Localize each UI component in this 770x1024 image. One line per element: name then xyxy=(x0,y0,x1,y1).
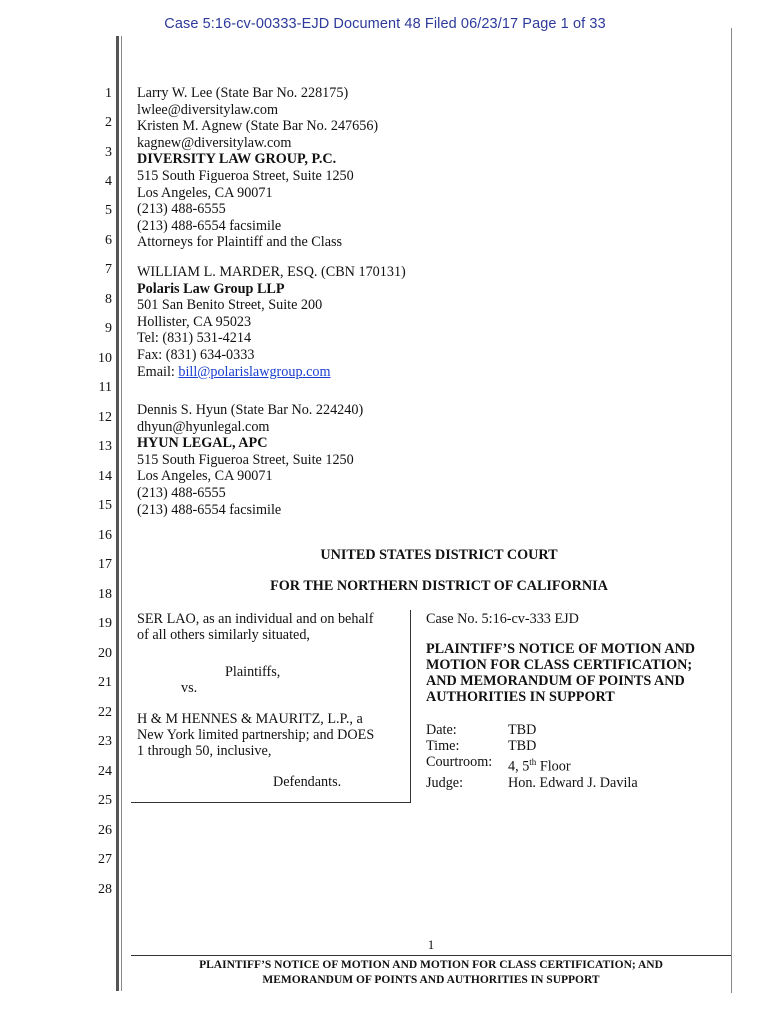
attorney-email: kagnew@diversitylaw.com xyxy=(137,134,292,151)
address-line: 515 South Figueroa Street, Suite 1250 xyxy=(137,167,354,184)
line-number: 5 xyxy=(105,203,112,218)
courtroom-number: 4, 5 xyxy=(508,758,530,775)
line-number: 16 xyxy=(98,528,112,543)
counsel-block-polaris xyxy=(137,264,406,380)
law-firm-name: HYUN LEGAL, APC xyxy=(137,435,268,452)
line-number: 21 xyxy=(98,675,112,690)
attorney-line: Kristen M. Agnew (State Bar No. 247656) xyxy=(137,118,379,135)
caption-underline xyxy=(131,802,411,803)
phone-line: (213) 488-6555 xyxy=(137,201,226,218)
line-number: 8 xyxy=(105,292,112,307)
document-title-line: PLAINTIFF’S NOTICE OF MOTION AND xyxy=(426,641,696,657)
line-number: 24 xyxy=(98,764,112,779)
line-number: 17 xyxy=(98,557,112,572)
time-label: Time: xyxy=(426,738,460,754)
caption-divider xyxy=(410,610,411,803)
line-number: 22 xyxy=(98,705,112,720)
attorney-line: Dennis S. Hyun (State Bar No. 224240) xyxy=(137,402,364,418)
time-value: TBD xyxy=(508,738,537,754)
law-firm-name: DIVERSITY LAW GROUP, P.C. xyxy=(137,151,337,168)
attorney-email: lwlee@diversitylaw.com xyxy=(137,101,278,118)
address-line: 515 South Figueroa Street, Suite 1250 xyxy=(137,451,354,468)
versus-label: vs. xyxy=(181,680,198,696)
attorney-email: dhyun@hyunlegal.com xyxy=(137,418,270,435)
court-name: UNITED STATES DISTRICT COURT xyxy=(320,547,558,563)
counsel-block-hyun xyxy=(137,402,363,518)
judge-label: Judge: xyxy=(426,774,464,791)
line-number: 18 xyxy=(98,587,112,602)
line-number: 26 xyxy=(98,823,112,838)
phone-line: (213) 488-6555 xyxy=(137,484,226,501)
court-filing-header: Case 5:16-cv-00333-EJD Document 48 Filed 06/23/17 Page 1 of 33 xyxy=(164,16,606,32)
judge-value: Hon. Edward J. Davila xyxy=(508,774,638,791)
line-number: 28 xyxy=(98,882,112,897)
right-margin-rule xyxy=(731,28,732,993)
line-number: 3 xyxy=(105,145,112,160)
document-title-line: AUTHORITIES IN SUPPORT xyxy=(426,689,615,705)
address-line: Los Angeles, CA 90071 xyxy=(137,184,273,201)
page-number: 1 xyxy=(427,937,435,952)
courtroom-ordinal: th xyxy=(529,757,537,767)
line-number: 27 xyxy=(98,852,112,867)
plaintiffs-label: Plaintiffs, xyxy=(225,664,281,680)
date-label: Date: xyxy=(426,722,457,738)
line-number: 4 xyxy=(105,174,112,189)
line-number: 9 xyxy=(105,321,112,336)
attorney-line: Larry W. Lee (State Bar No. 228175) xyxy=(137,85,349,101)
line-number: 7 xyxy=(105,262,112,277)
line-number: 10 xyxy=(98,351,112,366)
defendant-line: New York limited partnership; and DOES xyxy=(137,727,375,743)
defendant-line: 1 through 50, inclusive, xyxy=(137,743,272,759)
courtroom-value xyxy=(508,754,571,775)
case-number: Case No. 5:16-cv-333 EJD xyxy=(426,611,579,627)
defendants-label: Defendants. xyxy=(273,774,342,790)
footer-title xyxy=(131,958,731,988)
line-number: 11 xyxy=(98,380,112,395)
plaintiff-line: SER LAO, as an individual and on behalf xyxy=(137,611,374,627)
hearing-judge-row xyxy=(426,775,638,791)
footer-rule xyxy=(131,955,731,956)
law-firm-name: Polaris Law Group LLP xyxy=(137,280,285,297)
address-line: Hollister, CA 95023 xyxy=(137,313,252,330)
left-margin-rule xyxy=(116,36,119,991)
line-number: 23 xyxy=(98,734,112,749)
court-district: FOR THE NORTHERN DISTRICT OF CALIFORNIA xyxy=(270,578,608,594)
case-caption-parties xyxy=(137,611,402,790)
attorney-line: WILLIAM L. MARDER, ESQ. (CBN 170131) xyxy=(137,264,406,280)
line-number: 1 xyxy=(105,86,112,101)
line-number: 14 xyxy=(98,469,112,484)
email-link[interactable]: bill@polarislawgroup.com xyxy=(178,363,331,380)
footer-line: MEMORANDUM OF POINTS AND AUTHORITIES IN SUPPORT xyxy=(262,974,600,986)
hearing-time-row xyxy=(426,738,638,754)
defendant-line: H & M HENNES & MAURITZ, L.P., a xyxy=(137,711,363,727)
courtroom-floor: Floor xyxy=(536,758,571,775)
hearing-details xyxy=(426,722,638,791)
address-line: Los Angeles, CA 90071 xyxy=(137,468,273,485)
line-number: 19 xyxy=(98,616,112,631)
hearing-date-row xyxy=(426,722,638,738)
address-line: 501 San Benito Street, Suite 200 xyxy=(137,297,323,314)
attorneys-for-line: Attorneys for Plaintiff and the Class xyxy=(137,234,343,251)
hearing-courtroom-row xyxy=(426,754,638,775)
case-info xyxy=(426,611,726,705)
courtroom-label: Courtroom: xyxy=(426,754,493,770)
email-line xyxy=(137,364,406,381)
plaintiff-line: of all others similarly situated, xyxy=(137,627,310,643)
line-number: 2 xyxy=(105,115,112,130)
fax-line: Fax: (831) 634-0333 xyxy=(137,346,255,363)
line-number: 25 xyxy=(98,793,112,808)
line-number: 13 xyxy=(98,439,112,454)
line-number: 15 xyxy=(98,498,112,513)
footer-line: PLAINTIFF’S NOTICE OF MOTION AND MOTION FOR CLASS CERTIFICATION; AND xyxy=(199,959,663,971)
counsel-block-diversity xyxy=(137,85,378,251)
phone-line: Tel: (831) 531-4214 xyxy=(137,330,252,347)
line-number: 6 xyxy=(105,233,112,248)
document-title-line: AND MEMORANDUM OF POINTS AND xyxy=(426,673,685,689)
email-label: Email: xyxy=(137,363,179,380)
line-number: 12 xyxy=(98,410,112,425)
line-number: 20 xyxy=(98,646,112,661)
fax-line: (213) 488-6554 facsimile xyxy=(137,217,282,234)
left-margin-rule-inner xyxy=(121,36,122,991)
date-value: TBD xyxy=(508,722,537,738)
fax-line: (213) 488-6554 facsimile xyxy=(137,501,282,518)
document-title-line: MOTION FOR CLASS CERTIFICATION; xyxy=(426,657,693,673)
